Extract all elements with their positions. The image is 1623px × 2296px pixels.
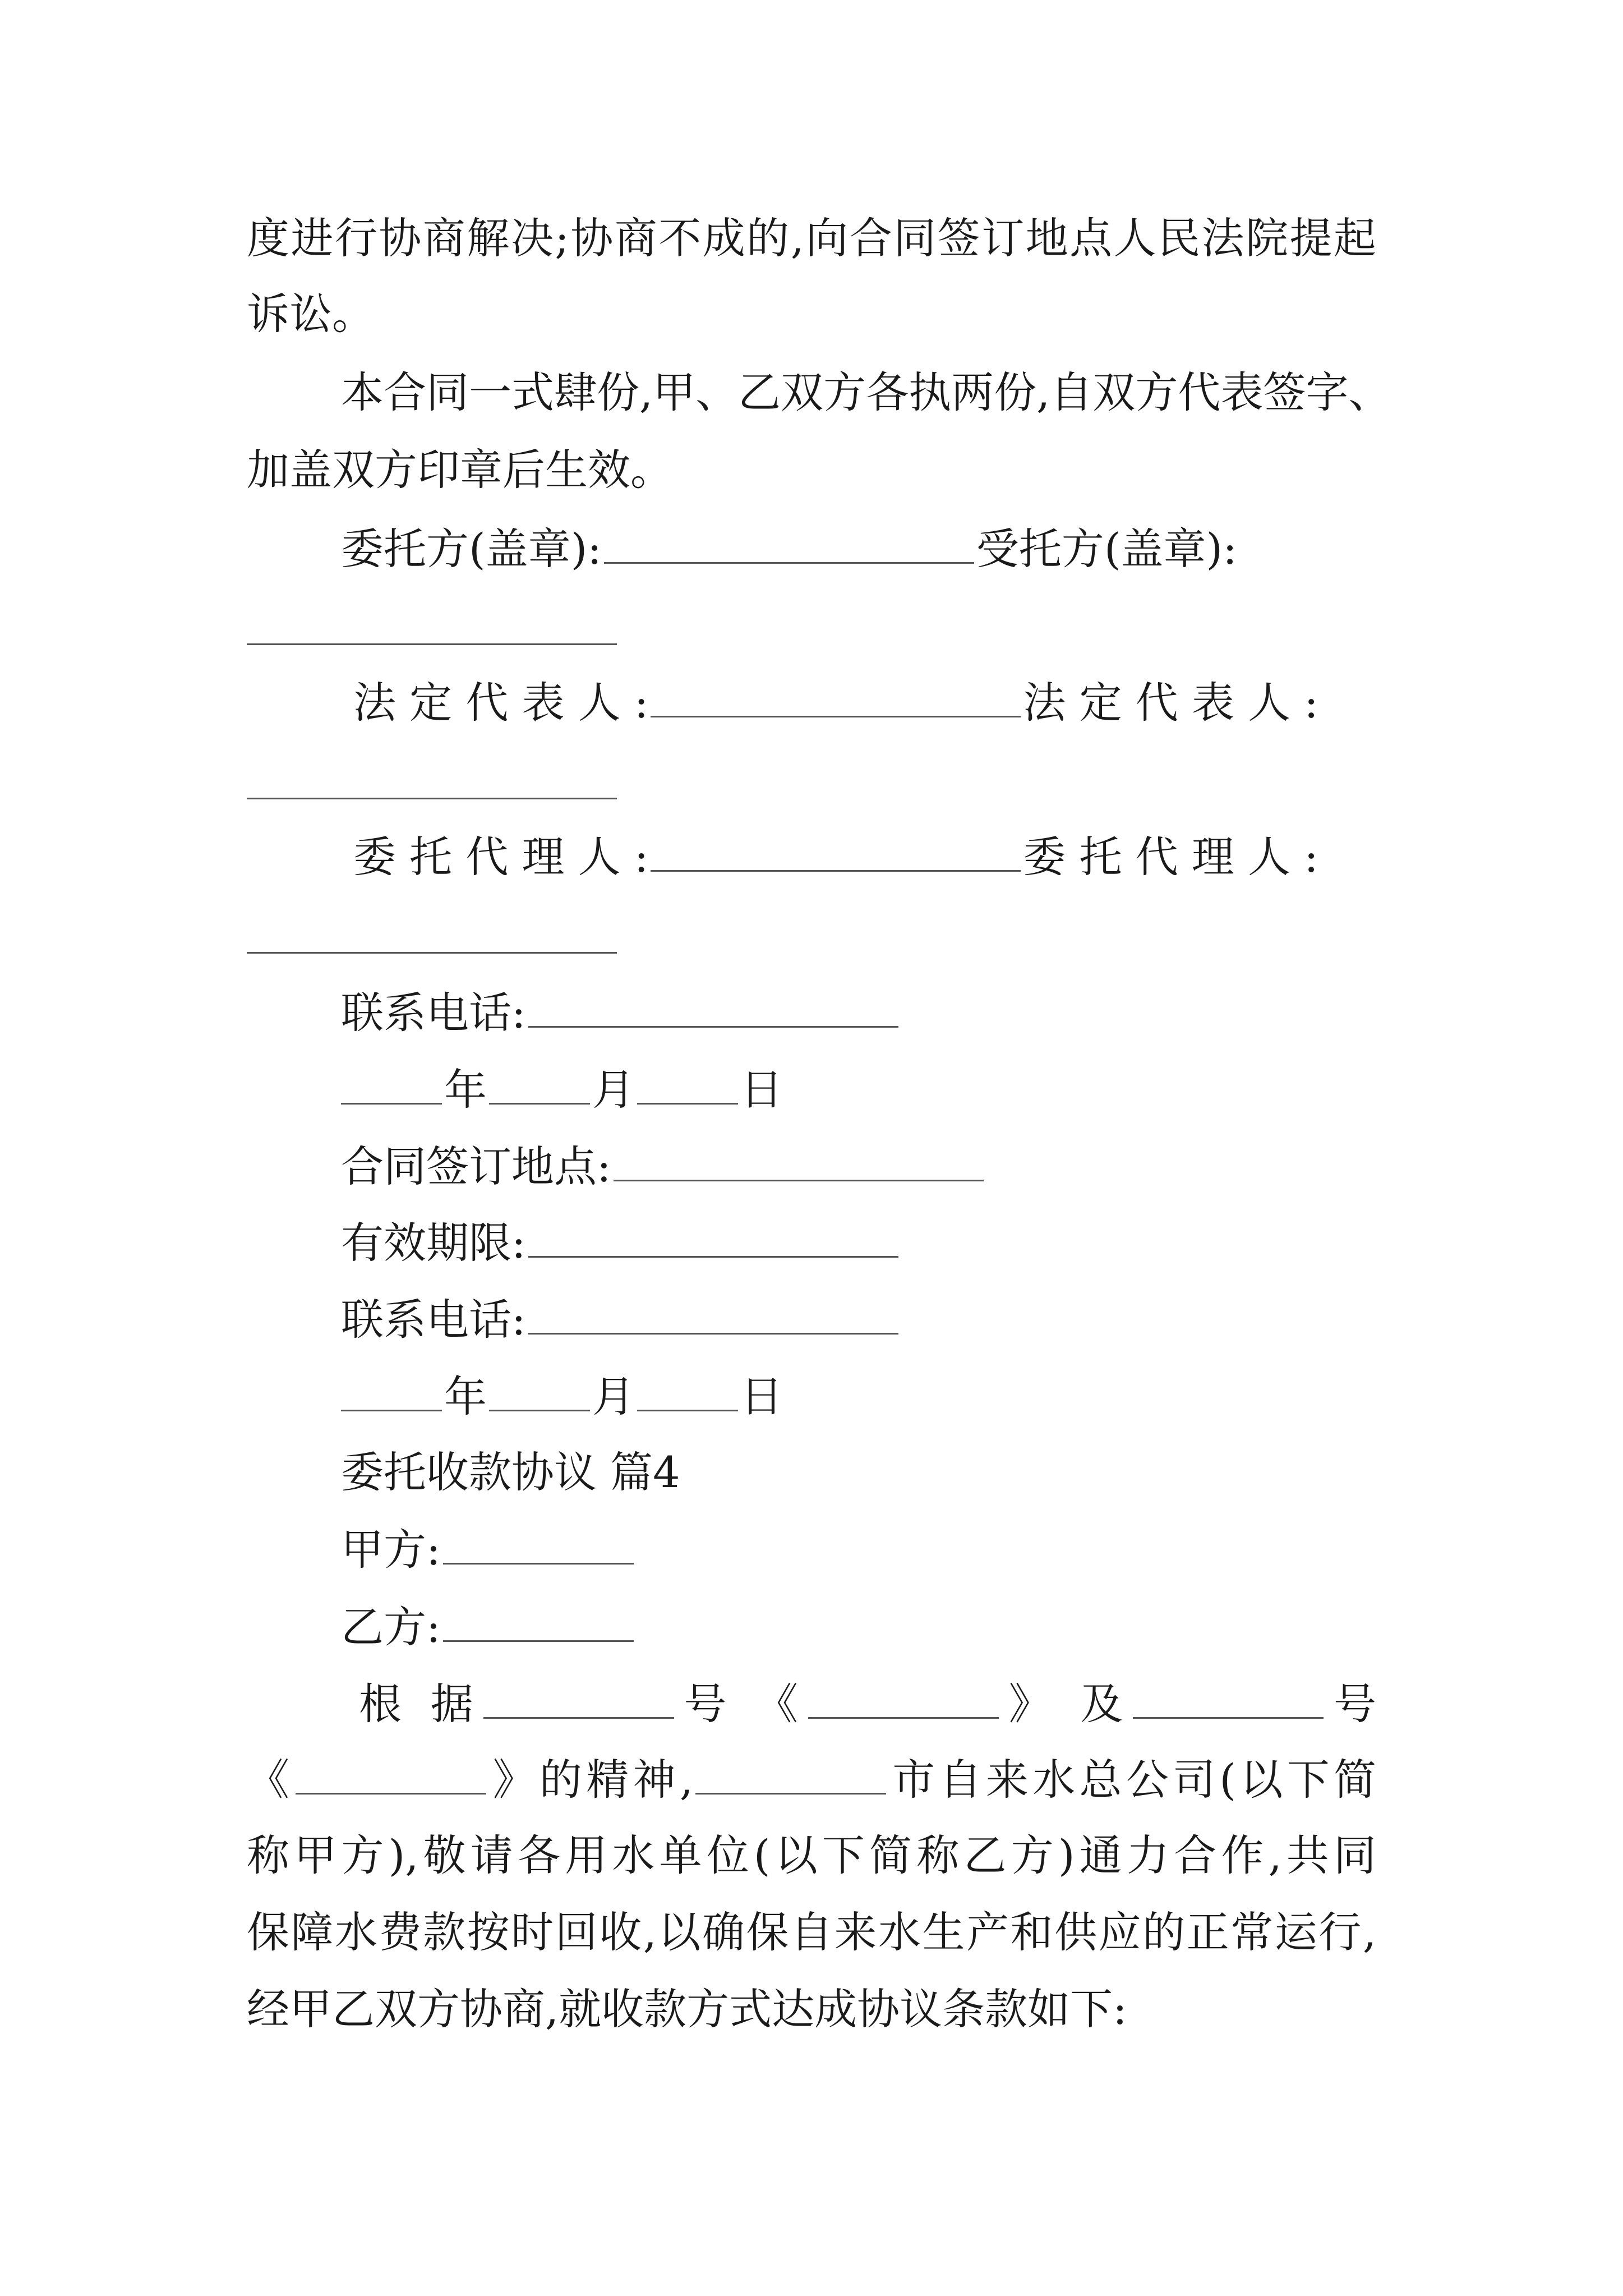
- proxy-blank: [651, 827, 1021, 872]
- party-b-blank: [443, 1598, 634, 1642]
- day-label: 日: [740, 1065, 783, 1115]
- text-fragment: 《: [247, 1755, 294, 1805]
- party-a-line: [341, 1520, 636, 1576]
- text-fragment: 根 据: [359, 1679, 481, 1729]
- doc-number-blank-2: [1133, 1674, 1324, 1719]
- phone-blank: [528, 983, 898, 1028]
- day-label-2: 日: [740, 1372, 783, 1421]
- year-label-2: 年: [444, 1372, 487, 1421]
- text-line: 加盖双方印章后生效。: [247, 445, 673, 495]
- proxy-line: [353, 827, 1318, 884]
- section-title: 委托收款协议 篇4: [341, 1447, 680, 1497]
- body-line-5: 经甲乙双方协商,就收款方式达成协议条款如下:: [247, 1984, 1127, 2034]
- client-seal-label: 委托方(盖章):: [341, 524, 602, 574]
- year-blank: [341, 1060, 442, 1105]
- validity-label: 有效期限:: [341, 1218, 526, 1268]
- party-a-label: 甲方:: [341, 1525, 441, 1575]
- client-seal-blank: [604, 519, 974, 564]
- party-b-label: 乙方:: [341, 1602, 441, 1652]
- seal-line: [341, 519, 1237, 576]
- agent-seal-label: 受托方(盖章):: [976, 524, 1237, 574]
- date-line: [341, 1060, 783, 1116]
- text-fragment: 》的精神,: [488, 1755, 693, 1805]
- legal-rep-label-right: 法 定 代 表 人 :: [1023, 678, 1318, 728]
- text-line: 度进行协商解决;协商不成的,向合同签订地点人民法院提起: [247, 213, 1376, 263]
- party-a-blank: [443, 1520, 634, 1565]
- month-label: 月: [592, 1065, 635, 1115]
- phone-line: [341, 983, 901, 1039]
- sign-place-label: 合同签订地点:: [341, 1142, 611, 1191]
- phone-label-2: 联系电话:: [341, 1295, 526, 1345]
- sign-place-blank: [614, 1137, 984, 1181]
- body-line-3: 称甲方),敬请各用水单位(以下简称乙方)通力合作,共同: [247, 1830, 1376, 1880]
- legal-rep-label: 法 定 代 表 人 :: [353, 678, 649, 728]
- month-blank-2: [489, 1367, 590, 1411]
- sign-place-line: [341, 1137, 986, 1193]
- validity-blank: [528, 1213, 898, 1258]
- proxy-right-blank: [247, 952, 617, 954]
- month-blank: [489, 1060, 590, 1105]
- legal-rep-line: [353, 673, 1318, 729]
- doc-title-blank: [808, 1674, 999, 1719]
- doc-title-blank-2: [296, 1750, 486, 1795]
- agent-seal-blank: [247, 643, 617, 645]
- month-label-2: 月: [592, 1372, 635, 1421]
- text-line: 本合同一式肆份,甲、乙双方各执两份,自双方代表签字、: [341, 367, 1391, 417]
- party-b-line: [341, 1598, 636, 1654]
- body-line-1: [359, 1674, 1376, 1731]
- body-line-4: 保障水费款按时回收,以确保自来水生产和供应的正常运行,: [247, 1907, 1376, 1957]
- proxy-label: 委 托 代 理 人 :: [353, 832, 649, 882]
- doc-number-blank: [483, 1674, 674, 1719]
- day-blank: [637, 1060, 738, 1105]
- year-blank-2: [341, 1367, 442, 1411]
- text-line: 诉讼。: [247, 289, 375, 339]
- text-fragment: 号 《: [676, 1679, 806, 1729]
- city-blank: [695, 1750, 886, 1795]
- year-label: 年: [444, 1065, 487, 1115]
- date-line-2: [341, 1367, 783, 1423]
- text-fragment: 号: [1326, 1679, 1376, 1729]
- phone-line-2: [341, 1290, 901, 1346]
- phone-label: 联系电话:: [341, 988, 526, 1038]
- phone-blank-2: [528, 1290, 898, 1335]
- proxy-label-right: 委 托 代 理 人 :: [1023, 832, 1318, 882]
- body-line-2: [247, 1750, 1376, 1806]
- legal-rep-right-blank: [247, 798, 617, 799]
- legal-rep-blank: [651, 673, 1021, 717]
- text-fragment: 》 及: [1000, 1679, 1131, 1729]
- day-blank-2: [637, 1367, 738, 1411]
- text-fragment: 市自来水总公司(以下简: [888, 1755, 1376, 1805]
- validity-line: [341, 1213, 901, 1269]
